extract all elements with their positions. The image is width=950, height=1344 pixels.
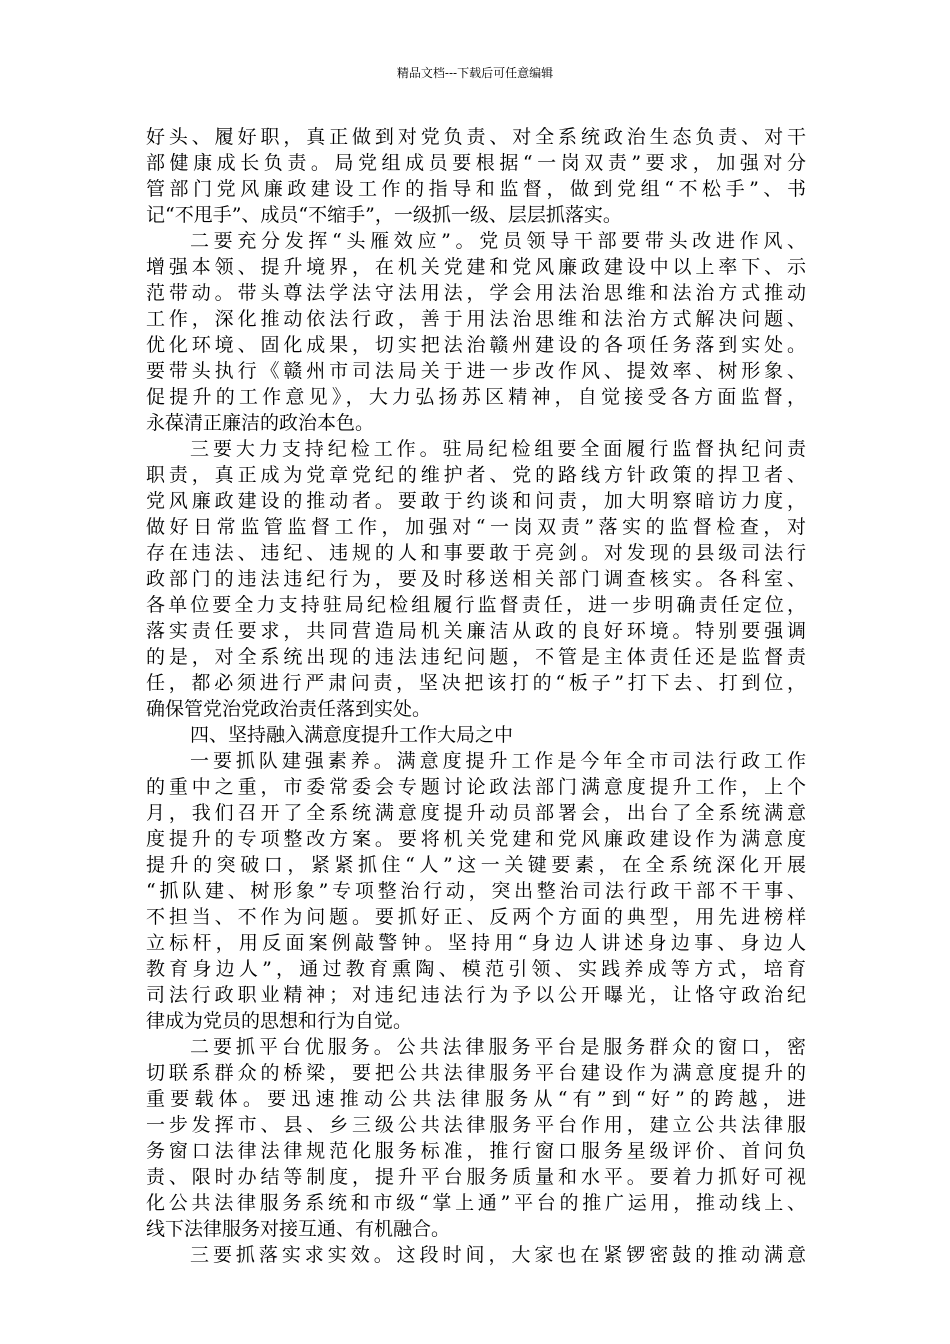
text-line: 责、限时办结等制度，提升平台服务质量和水平。要着力抓好可视 [146, 1166, 806, 1188]
text-line: 促提升的工作意见》，大力弘扬苏区精神，自觉接受各方面监督， [146, 386, 806, 408]
text-line: 政部门的违法违纪行为，要及时移送相关部门调查核实。各科室、 [146, 568, 806, 590]
text-line: 落实责任要求，共同营造局机关廉洁从政的良好环境。特别要强调 [146, 620, 806, 642]
text-line: 三要抓落实求实效。这段时间，大家也在紧锣密鼓的推动满意 [190, 1244, 806, 1266]
text-line: 的是，对全系统出现的违法违纪问题，不管是主体责任还是监督责 [146, 646, 806, 668]
text-line: 确保管党治党政治责任落到实处。 [146, 698, 432, 720]
text-line: 管部门党风廉政建设工作的指导和监督，做到党组“不松手”、书 [146, 178, 806, 200]
text-line: 切联系群众的桥梁，要把公共法律服务平台建设作为满意度提升的 [146, 1062, 806, 1084]
text-line: 职责，真正成为党章党纪的维护者、党的路线方针政策的捍卫者、 [146, 464, 806, 486]
text-line: 不担当、不作为问题。要抓好正、反两个方面的典型，用先进榜样 [146, 906, 806, 928]
text-line: 度提升的专项整改方案。要将机关党建和党风廉政建设作为满意度 [146, 828, 806, 850]
text-line: “抓队建、树形象”专项整治行动，突出整治司法行政干部不干事、 [146, 880, 806, 902]
text-line: 提升的突破口，紧紧抓住“人”这一关键要素，在全系统深化开展 [146, 854, 806, 876]
text-line: 要带头执行《赣州市司法局关于进一步改作风、提效率、树形象、 [146, 360, 806, 382]
text-line: 化公共法律服务系统和市级“掌上通”平台的推广运用，推动线上、 [146, 1192, 806, 1214]
text-line: 二要抓平台优服务。公共法律服务平台是服务群众的窗口，密 [190, 1036, 806, 1058]
text-line: 二要充分发挥“头雁效应”。党员领导干部要带头改进作风、 [190, 230, 806, 252]
text-line: 立标杆，用反面案例敲警钟。坚持用“身边人讲述身边事、身边人 [146, 932, 806, 954]
text-line: 永葆清正廉洁的政治本色。 [146, 412, 375, 434]
text-line: 增强本领、提升境界，在机关党建和党风廉政建设中以上率下、示 [146, 256, 806, 278]
text-line: 四、坚持融入满意度提升工作大局之中 [190, 724, 514, 746]
text-line: 的重中之重，市委常委会专题讨论政法部门满意度提升工作，上个 [146, 776, 806, 798]
text-line: 范带动。带头尊法学法守法用法，学会用法治思维和法治方式推动 [146, 282, 806, 304]
text-line: 好头、履好职，真正做到对党负责、对全系统政治生态负责、对干 [146, 126, 806, 148]
text-line: 部健康成长负责。局党组成员要根据“一岗双责”要求，加强对分 [146, 152, 806, 174]
text-line: 做好日常监管监督工作，加强对“一岗双责”落实的监督检查，对 [146, 516, 806, 538]
text-line: 任，都必须进行严肃问责，坚决把该打的“板子”打下去、打到位， [146, 672, 806, 694]
text-line: 教育身边人”，通过教育熏陶、模范引领、实践养成等方式，培育 [146, 958, 806, 980]
text-line: 一步发挥市、县、乡三级公共法律服务平台作用，建立公共法律服 [146, 1114, 806, 1136]
text-line: 务窗口法律法律规范化服务标准，推行窗口服务星级评价、首问负 [146, 1140, 806, 1162]
text-line: 记“不甩手”、成员“不缩手”，一级抓一级、层层抓落实。 [146, 204, 622, 226]
text-line: 三要大力支持纪检工作。驻局纪检组要全面履行监督执纪问责 [190, 438, 806, 460]
page-header: 精品文档---下载后可任意编辑 [396, 66, 554, 80]
text-line: 各单位要全力支持驻局纪检组履行监督责任，进一步明确责任定位， [146, 594, 806, 616]
text-line: 党风廉政建设的推动者。要敢于约谈和问责，加大明察暗访力度， [146, 490, 806, 512]
text-line: 存在违法、违纪、违规的人和事要敢于亮剑。对发现的县级司法行 [146, 542, 806, 564]
text-line: 工作，深化推动依法行政，善于用法治思维和法治方式解决问题、 [146, 308, 806, 330]
document-body [146, 124, 806, 1268]
text-line: 优化环境、固化成果，切实把法治赣州建设的各项任务落到实处。 [146, 334, 806, 356]
text-line: 司法行政职业精神；对违纪违法行为予以公开曝光，让恪守政治纪 [146, 984, 806, 1006]
text-line: 重要载体。要迅速推动公共法律服务从“有”到“好”的跨越，进 [146, 1088, 806, 1110]
text-line: 律成为党员的思想和行为自觉。 [146, 1010, 413, 1032]
text-line: 一要抓队建强素养。满意度提升工作是今年全市司法行政工作 [190, 750, 806, 772]
text-line: 月，我们召开了全系统满意度提升动员部署会，出台了全系统满意 [146, 802, 806, 824]
text-line: 线下法律服务对接互通、有机融合。 [146, 1218, 451, 1240]
